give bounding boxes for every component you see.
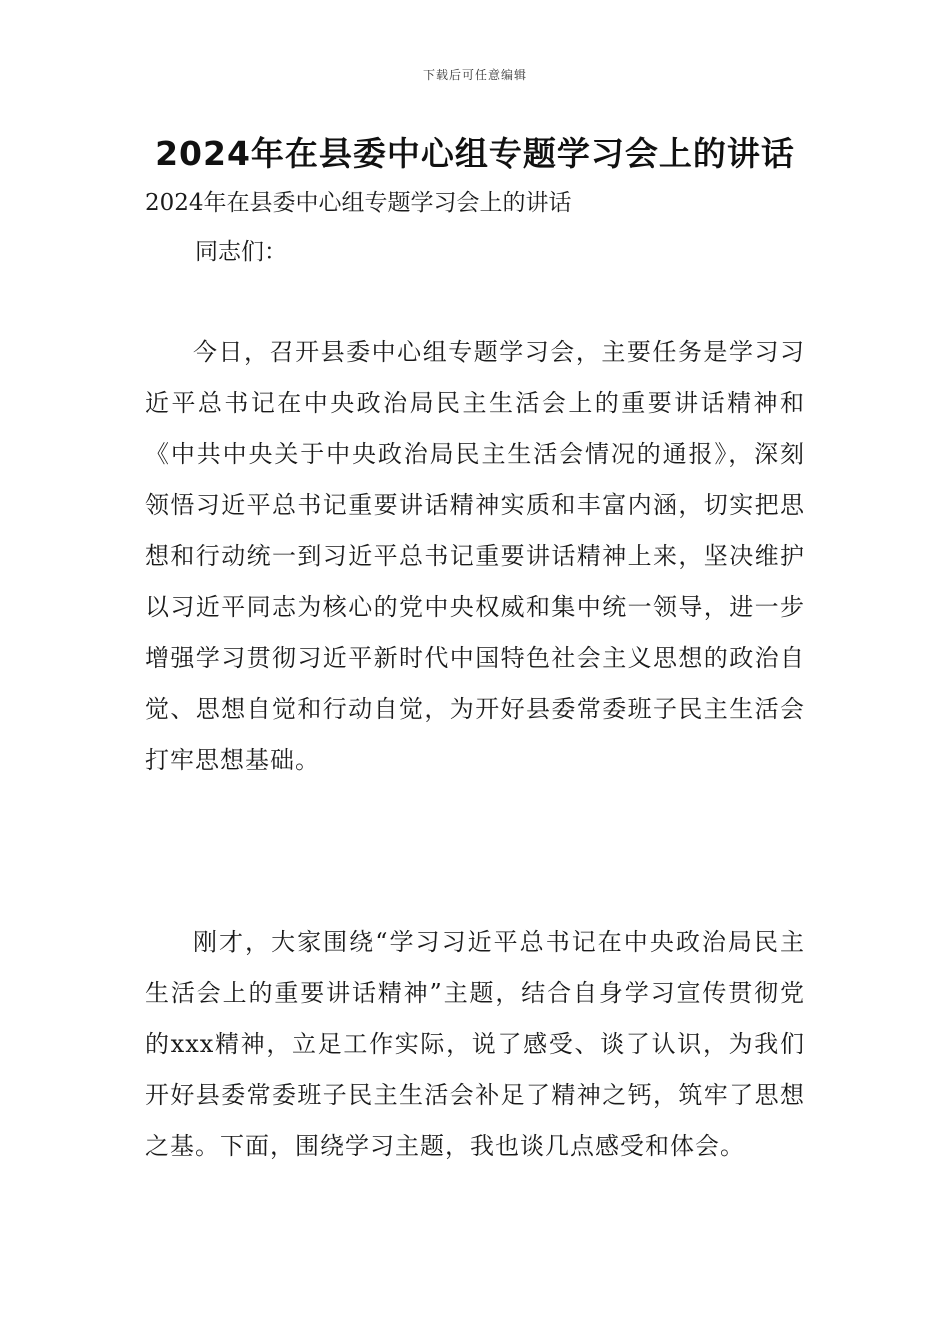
body-paragraph: 刚才，大家围绕“学习习近平总书记在中央政治局民主生活会上的重要讲话精神”主题，结合自身学习宣传贯彻党的xxx精神，立足工作实际，说了感受、谈了认识，为我们开好县委常委班子民主生活会补足了精神之钙，筑牢了思想之基。下面，围绕学习主题，我也谈几点感受和体会。 bbox=[145, 928, 805, 1160]
document-title: 2024年在县委中心组专题学习会上的讲话 bbox=[155, 134, 795, 173]
body-paragraph: 今日，召开县委中心组专题学习会，主要任务是学习习近平总书记在中央政治局民主生活会上的重要讲话精神和《中共中央关于中央政治局民主生活会情况的通报》，深刻领悟习近平总书记重要讲话精神实质和丰富内涵，切实把思想和行动统一到习近平总书记重要讲话精神上来，坚决维护以习近平同志为核心的党中央权威和集中统一领导，进一步增强学习贯彻习近平新时代中国特色社会主义思想的政治自觉、思想自觉和行动自觉，为开好县委常委班子民主生活会打牢思想基础。 bbox=[145, 338, 805, 774]
document-subtitle: 2024年在县委中心组专题学习会上的讲话 bbox=[145, 190, 572, 216]
header-note: 下载后可任意编辑 bbox=[422, 68, 527, 82]
salutation: 同志们： bbox=[195, 239, 287, 265]
